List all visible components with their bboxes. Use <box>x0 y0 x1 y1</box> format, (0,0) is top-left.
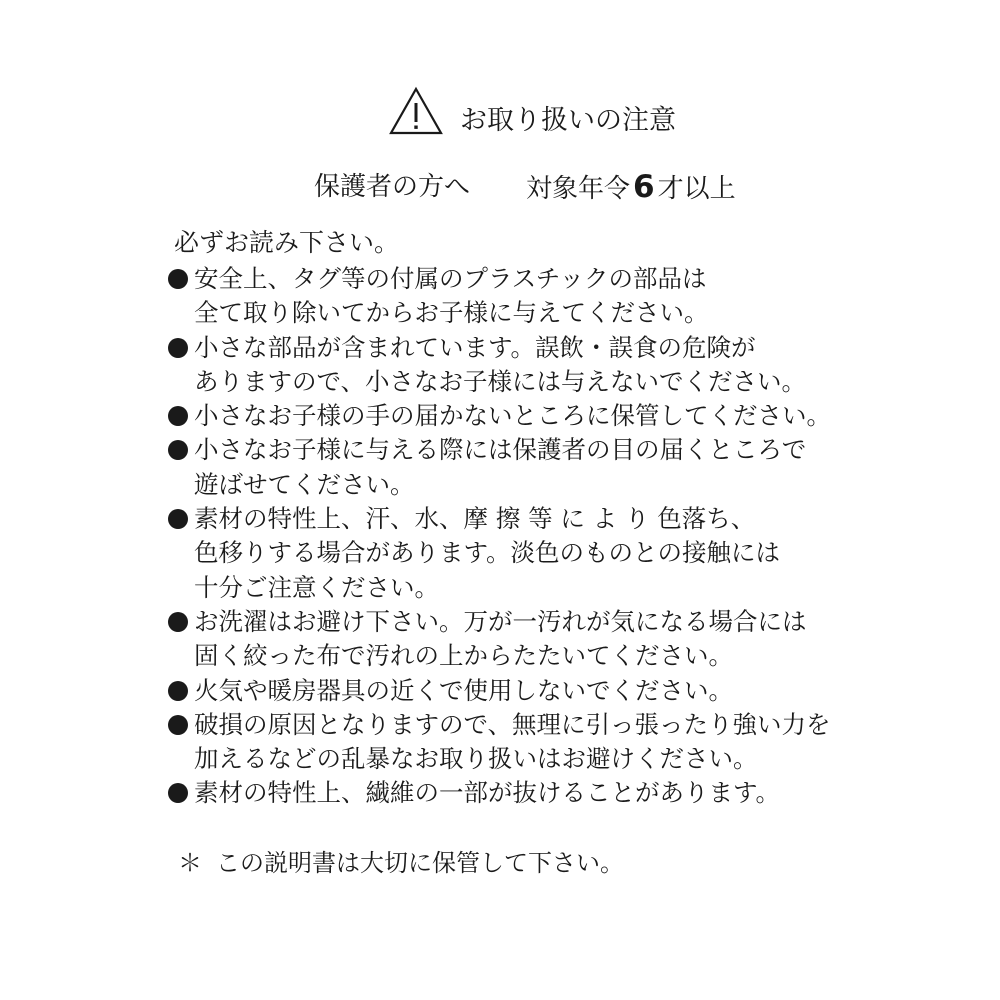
caution-line: 安全上、タグ等の付属のプラスチックの部品は <box>194 264 707 293</box>
caution-item <box>168 433 831 467</box>
bullet-icon <box>168 715 188 735</box>
caution-line: 素材の特性上、繊維の一部が抜けることがあります。 <box>194 778 781 808</box>
age-suffix: 才以上 <box>657 174 736 204</box>
caution-line: 小さな部品が含まれています。誤飲・誤食の危険が <box>194 332 756 362</box>
caution-line-continued: 全て取り除いてからお子様に与えてください。 <box>194 298 709 328</box>
caution-item <box>168 262 831 296</box>
caution-list <box>168 262 831 811</box>
bullet-icon <box>168 681 188 701</box>
caution-line: 破損の原因となりますので、無理に引っ張ったり強い力を <box>194 709 831 739</box>
footnote-text: この説明書は大切に保管して下さい。 <box>216 849 624 877</box>
caution-item <box>168 605 831 639</box>
bullet-icon <box>168 783 188 803</box>
bullet-icon <box>168 440 188 460</box>
age-prefix: 対象年令 <box>526 174 631 204</box>
caution-item <box>168 776 831 810</box>
bullet-icon <box>168 406 188 426</box>
page-title: お取り扱いの注意 <box>460 105 676 136</box>
caution-line: 小さなお子様に与える際には保護者の目の届くところで <box>194 435 807 465</box>
bullet-icon <box>168 338 188 358</box>
caution-line-continued: 十分ご注意ください。 <box>194 572 439 602</box>
warning-triangle-icon <box>388 86 444 136</box>
caution-line-continued: 固く絞った布で汚れの上からたたいてください。 <box>194 641 733 671</box>
caution-line: 小さなお子様の手の届かないところに保管してください。 <box>194 401 831 431</box>
intro-text: 必ずお読み下さい。 <box>174 228 400 257</box>
caution-line-continued: 加えるなどの乱暴なお取り扱いはお避けください。 <box>194 744 758 774</box>
audience-label: 保護者の方へ <box>314 172 471 202</box>
caution-item <box>168 708 831 742</box>
caution-line-continued: 遊ばせてください。 <box>194 469 415 499</box>
caution-line: お洗濯はお避け下さい。万が一汚れが気になる場合には <box>194 606 807 636</box>
bullet-icon <box>168 269 188 289</box>
caution-item <box>168 399 831 433</box>
target-age <box>526 170 736 206</box>
asterisk-mark: ＊ <box>178 849 202 877</box>
bullet-icon <box>168 509 188 529</box>
bullet-icon <box>168 612 188 632</box>
age-number: 6 <box>633 169 655 205</box>
footnote <box>178 848 624 878</box>
caution-line: 素材の特性上、汗、水、摩 擦 等 に よ り 色落ち、 <box>194 504 756 534</box>
caution-line-continued: ありますので、小さなお子様には与えないでください。 <box>194 366 807 396</box>
caution-line-continued: 色移りする場合があります。淡色のものとの接触には <box>194 538 781 568</box>
caution-line: 火気や暖房器具の近くで使用しないでください。 <box>194 675 733 705</box>
caution-item <box>168 674 831 708</box>
caution-item <box>168 502 831 536</box>
caution-item <box>168 331 831 365</box>
